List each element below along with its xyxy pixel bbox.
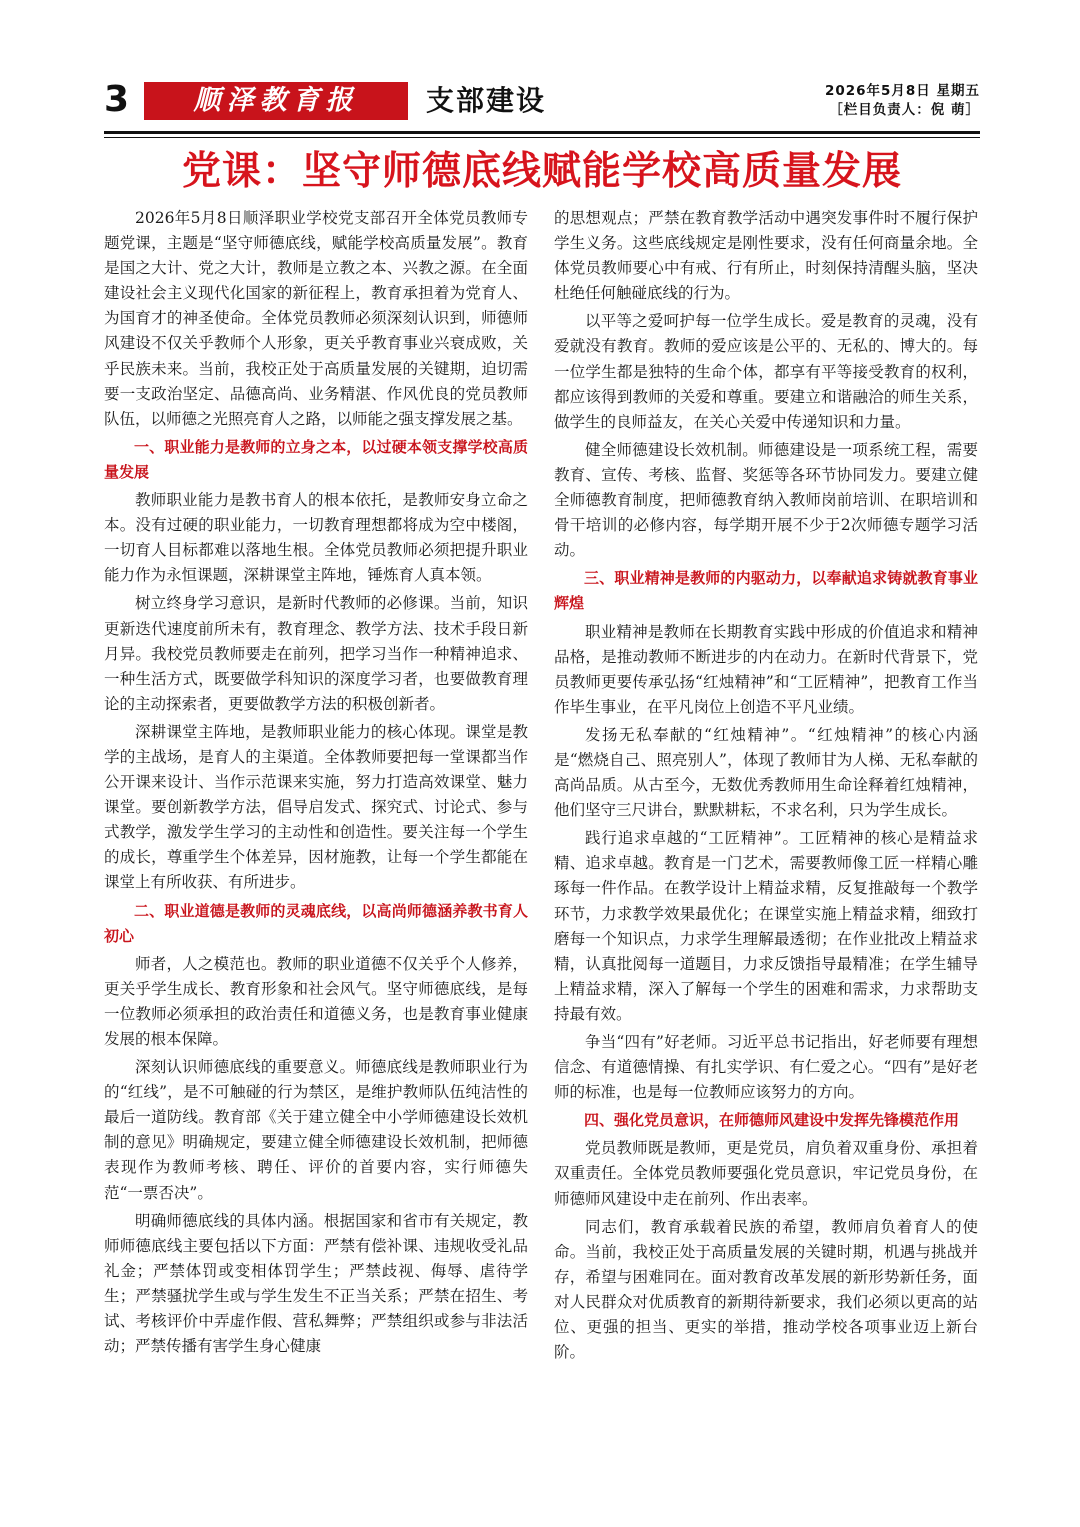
article-column-right [554, 206, 978, 1368]
section-title: 支部建设 [426, 84, 547, 117]
article-paragraph: 同志们，教育承载着民族的希望，教师肩负着育人的使命。当前，我校正处于高质量发展的关键时期，机遇与挑战并存，希望与困难同在。面对教育改革发展的新形势新任务，面对人民群众对优质教育的新期待新要求，我们必须以更高的站位、更强的担当、更实的举措，推动学校各项事业迈上新台阶。 [554, 1217, 978, 1362]
masthead [104, 72, 980, 132]
article-paragraph: 争当“四有”好老师。习近平总书记指出，好老师要有理想信念、有道德情操、有扎实学识、有仁爱之心。“四有”是好老师的标准，也是每一位教师应该努力的方向。 [554, 1033, 978, 1102]
article-paragraph: 发扬无私奉献的“红烛精神”。“红烛精神”的核心内涵是“燃烧自己、照亮别人”，体现了教师甘为人梯、无私奉献的高尚品质。从古至今，无数优秀教师用生命诠释着红烛精神，他们坚守三尺讲台，默默耕耘，不求名利，只为学生成长。 [554, 725, 978, 820]
page-number: 3 [104, 79, 130, 120]
article-column-left [104, 206, 528, 1362]
section-heading: 一、职业能力是教师的立身之本，以过硬本领支撑学校高质量发展 [104, 437, 528, 481]
article-paragraph: 职业精神是教师在长期教育实践中形成的价值追求和精神品格，是推动教师不断进步的内在动力。在新时代背景下，党员教师更要传承弘扬“红烛精神”和“工匠精神”，把教育工作当作毕生事业，在平凡岗位上创造不平凡业绩。 [554, 622, 978, 716]
masthead-rule-thin [104, 137, 980, 138]
section-heading: 二、职业道德是教师的灵魂底线，以高尚师德涵养教书育人初心 [104, 901, 528, 945]
masthead-rule [104, 131, 980, 134]
article-paragraph: 深耕课堂主阵地，是教师职业能力的核心体现。课堂是教学的主战场，是育人的主渠道。全体教师要把每一堂课都当作公开课来设计、当作示范课来实施，努力打造高效课堂、魅力课堂。要创新教学方法，倡导启发式、探究式、讨论式、参与式教学，激发学生学习的主动性和创造性。要关注每一个学生的成长，尊重学生个体差异，因材施教，让每一个学生都能在课堂上有所收获、有所进步。 [104, 722, 528, 892]
article-paragraph: 党员教师既是教师，更是党员，肩负着双重身份、承担着双重责任。全体党员教师要强化党员意识，牢记党员身份，在师德师风建设中走在前列、作出表率。 [554, 1139, 978, 1208]
article-paragraph: 师者，人之模范也。教师的职业道德不仅关乎个人修养，更关乎学生成长、教育形象和社会风气。坚守师德底线，是每一位教师必须承担的政治责任和道德义务，也是教育事业健康发展的根本保障。 [104, 954, 528, 1048]
article-paragraph: 明确师德底线的具体内涵。根据国家和省市有关规定，教师师德底线主要包括以下方面：严禁有偿补课、违规收受礼品礼金；严禁体罚或变相体罚学生；严禁歧视、侮辱、虐待学生；严禁骚扰学生或与学生发生不正当关系；严禁在招生、考试、考核评价中弄虚作假、营私舞弊；严禁组织或参与非法活动；严禁传播有害学生身心健康 [104, 1211, 528, 1356]
article-paragraph: 树立终身学习意识，是新时代教师的必修课。当前，知识更新迭代速度前所未有，教育理念、教学方法、技术手段日新月异。我校党员教师要走在前列，把学习当作一种精神追求、一种生活方式，既要做学科知识的深度学习者，也要做教育理论的主动探索者，更要做教学方法的积极创新者。 [104, 594, 528, 713]
issue-info [825, 82, 980, 120]
column-editor: ［栏目负责人：倪 萌］ [829, 102, 980, 118]
section-heading: 四、强化党员意识，在师德师风建设中发挥先锋模范作用 [584, 1111, 960, 1130]
section-heading: 三、职业精神是教师的内驱动力，以奉献追求铸就教育事业辉煌 [554, 569, 978, 613]
article-paragraph: 践行追求卓越的“工匠精神”。工匠精神的核心是精益求精、追求卓越。教育是一门艺术，需要教师像工匠一样精心雕琢每一件作品。在教学设计上精益求精，反复推敲每一个教学环节，力求教学效果最优化；在课堂实施上精益求精，细致打磨每一个知识点，力求学生理解最透彻；在作业批改上精益求精，认真批阅每一道题目，力求反馈指导最精准；在学生辅导上精益求精，深入了解每一个学生的困难和需求，力求帮助支持最有效。 [554, 829, 978, 1023]
article-paragraph: 教师职业能力是教书育人的根本依托，是教师安身立命之本。没有过硬的职业能力，一切教育理想都将成为空中楼阁，一切育人目标都难以落地生根。全体党员教师必须把提升职业能力作为永恒课题，深耕课堂主阵地，锤炼育人真本领。 [104, 491, 528, 585]
article-headline: 党课：坚守师德底线赋能学校高质量发展 [181, 149, 902, 194]
article-paragraph: 的思想观点；严禁在教育教学活动中遇突发事件时不履行保护学生义务。这些底线规定是刚性要求，没有任何商量余地。全体党员教师要心中有戒、行有所止，时刻保持清醒头脑，坚决杜绝任何触碰底线的行为。 [554, 209, 978, 303]
issue-date: 2026年5月8日 星期五 [824, 83, 980, 99]
newspaper-logo: 顺泽教育报 [144, 82, 408, 120]
article-paragraph: 健全师德建设长效机制。师德建设是一项系统工程，需要教育、宣传、考核、监督、奖惩等各环节协同发力。要建立健全师德教育制度，把师德教育纳入教师岗前培训、在职培训和骨干培训的必修内容，每学期开展不少于2次师德专题学习活动。 [554, 440, 978, 560]
article-paragraph: 以平等之爱呵护每一位学生成长。爱是教育的灵魂，没有爱就没有教育。教师的爱应该是公平的、无私的、博大的。每一位学生都是独特的生命个体，都享有平等接受教育的权利，都应该得到教师的关爱和尊重。要建立和谐融洽的师生关系，做学生的良师益友，在关心关爱中传递知识和力量。 [554, 312, 978, 431]
article-paragraph: 2026年5月8日顺泽职业学校党支部召开全体党员教师专题党课，主题是“坚守师德底线，赋能学校高质量发展”。教育是国之大计、党之大计，教师是立教之本、兴教之源。在全面建设社会主义现代化国家的新征程上，教育承担着为党育人、为国育才的神圣使命。全体党员教师必须深刻认识到，师德师风建设不仅关乎教师个人形象，更关乎教育事业兴衰成败，关乎民族未来。当前，我校正处于高质量发展的关键期，迫切需要一支政治坚定、品德高尚、业务精湛、作风优良的党员教师队伍，以师德之光照亮育人之路，以师能之强支撑发展之基。 [104, 209, 528, 428]
article-paragraph: 深刻认识师德底线的重要意义。师德底线是教师职业行为的“红线”，是不可触碰的行为禁区，是维护教师队伍纯洁性的最后一道防线。教育部《关于建立健全中小学师德建设长效机制的意见》明确规定，要建立健全师德建设长效机制，把师德表现作为教师考核、聘任、评价的首要内容，实行师德失范“一票否决”。 [104, 1058, 528, 1202]
